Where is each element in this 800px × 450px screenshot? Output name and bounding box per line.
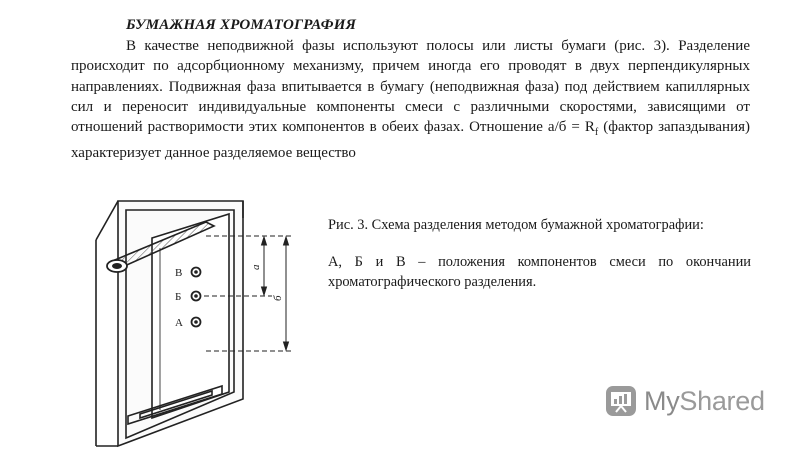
paragraph-tail: (фактор запаздывания) характеризует данное разделяемое вещество	[71, 119, 751, 162]
spot-label-v: В	[175, 267, 183, 279]
watermark-brand-shared: Shared	[679, 385, 765, 416]
figure-caption	[328, 215, 751, 292]
spot-b	[192, 292, 201, 301]
spot-label-b: Б	[175, 291, 182, 303]
spot-v	[192, 268, 201, 277]
watermark	[604, 384, 765, 418]
spot-label-a: А	[175, 317, 183, 329]
caption-legend: А, Б и В – положения компонентов смеси по окончании хроматографического разделения.	[328, 254, 751, 290]
rf-subscript: f	[594, 127, 599, 139]
watermark-brand-my: My	[644, 385, 680, 416]
spot-a	[192, 318, 201, 327]
dimension-label-b: б	[272, 295, 284, 301]
section-title: БУМАЖНАЯ ХРОМАТОГРАФИЯ	[126, 17, 357, 33]
watermark-brand	[644, 386, 765, 417]
presentation-icon	[604, 384, 638, 418]
paragraph-lead: В качестве неподвижной фазы используют полосы или листы бумаги (рис. 3). Разделение происходит по адсорбционному механизму, причем иногда его проводят в двух перпендикулярных направлениях. Подвижная фаза впитывается в бумагу (неподвижная фаза) под действием капиллярных сил и переносит индивидуальные компоненты смеси с различными скоростями, зависящими от отношений растворимости этих компонентов в обеих фазах. Отношение а/б = R	[71, 38, 750, 136]
caption-title: Рис. 3. Схема разделения методом бумажной хроматографии:	[328, 217, 704, 233]
dimension-label-a: а	[250, 264, 262, 270]
